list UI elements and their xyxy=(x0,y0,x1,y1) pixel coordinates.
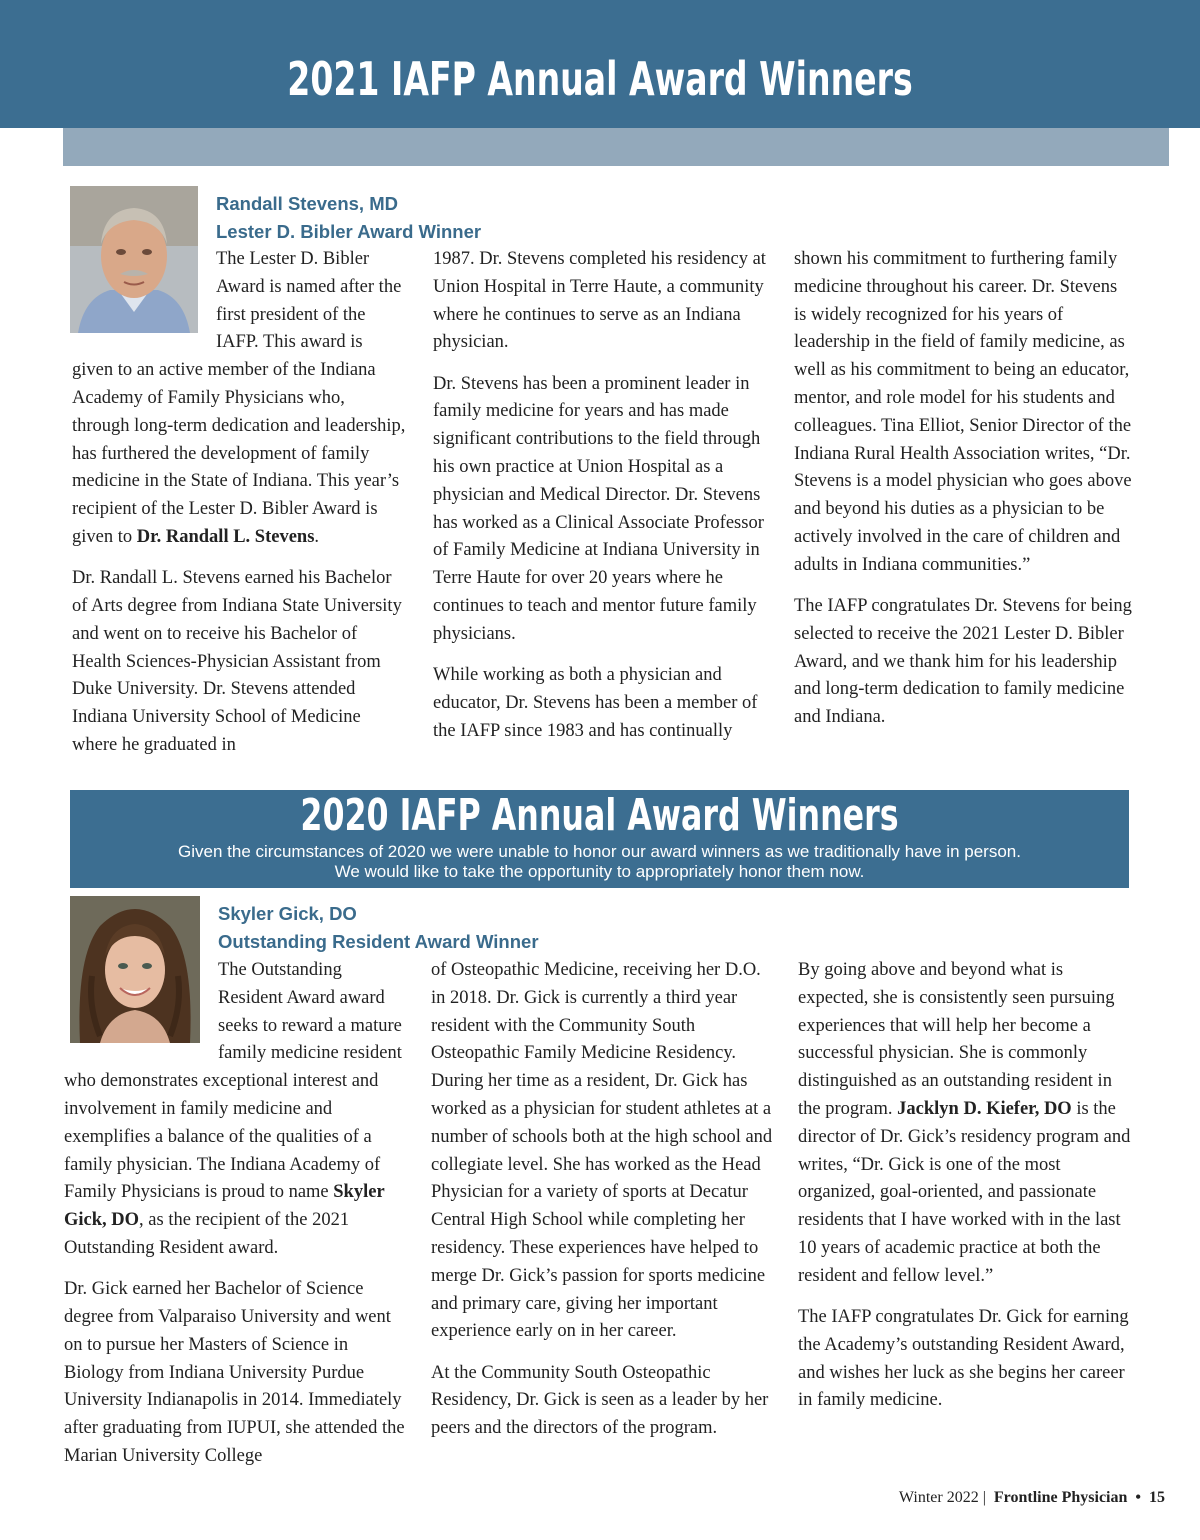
article-column-2 xyxy=(433,246,769,746)
article-paragraph: The IAFP congratulates Dr. Stevens for being selected to receive the 2021 Lester D. Bibler Award, and we thank him for his leadership and long-term dedication to family medicine and Indiana. xyxy=(794,596,1132,728)
award-name: Lester D. Bibler Award Winner xyxy=(216,221,482,242)
header-subband xyxy=(63,128,1169,166)
winner-heading-2020 xyxy=(218,900,539,956)
page-title: 2021 IAFP Annual Award Winners xyxy=(287,52,913,106)
article-paragraph: While working as both a physician and educator, Dr. Stevens has been a member of the IAFP since 1983 and has continually xyxy=(433,665,758,741)
award-name: Outstanding Resident Award Winner xyxy=(218,931,539,952)
winner-name: Randall Stevens, MD xyxy=(216,193,398,214)
article-paragraph: Dr. Stevens has been a prominent leader in family medicine for years and has made significant contributions to the field through his own practice at Union Hospital as a physician and Medical Director. Dr. Stevens has worked as a Clinical Associate Professor of Family Medicine at Indiana University in Terre Haute for over 20 years where he continues to teach and mentor future family physicians. xyxy=(433,373,764,644)
paragraph-text: , as the recipient of the 2021 Outstanding Resident award. xyxy=(64,1210,350,1258)
footer-publication: Frontline Physician xyxy=(993,1489,1128,1506)
article-column-3 xyxy=(794,246,1132,732)
winner-name: Skyler Gick, DO xyxy=(218,903,357,924)
article-paragraph: shown his commitment to furthering family medicine throughout his career. Dr. Stevens is widely recognized for his years of leadership in the field of family medicine, as well as his commitment to being an educator, mentor, and role model for his students and colleagues. Tina Elliot, Senior Director of the Indiana Rural Health Association writes, “Dr. Stevens is a model physician who goes above and beyond his duties as a physician to be actively involved in the care of children and adults in Indiana communities.” xyxy=(794,249,1132,575)
article-paragraph: The IAFP congratulates Dr. Gick for earning the Academy’s outstanding Resident Award, and wishes her luck as she begins her career in family medicine. xyxy=(798,1307,1129,1411)
article-paragraph: At the Community South Osteopathic Residency, Dr. Gick is seen as a leader by her peers and the directors of the program. xyxy=(431,1362,769,1439)
paragraph-text: is the director of Dr. Gick’s residency program and writes, “Dr. Gick is one of the most organized, goal-oriented, and passionate residents that I have worked with in the last 10 years of academic practice at both the resident and fellow level.” xyxy=(798,1098,1131,1286)
article-paragraph: Dr. Gick earned her Bachelor of Science degree from Valparaiso University and went on to pursue her Masters of Science in Biology from Indiana University Purdue University Indianapolis in 2014. Immediately after graduating from IUPUI, she attended the Marian University College xyxy=(64,1279,405,1467)
footer-bullet: • xyxy=(1135,1489,1141,1506)
page-footer xyxy=(899,1489,1165,1507)
winner-heading-2021 xyxy=(216,190,481,246)
article-paragraph xyxy=(798,957,1138,1291)
subtitle-line: Given the circumstances of 2020 we were unable to honor our award winners as we traditionally have in person. xyxy=(178,842,1021,861)
paragraph-text: The Lester D. Bibler Award is named after the first president of the IAFP. This award is given to an active member of the Indiana Academy of Family Physicians who, through long-term dedication and leadership, has furthered the development of family medicine in the State of Indiana. This year’s recipient of the Lester D. Bibler Award is given to xyxy=(72,249,406,547)
recipient-name-bold: Dr. Randall L. Stevens xyxy=(136,526,315,547)
director-name-bold: Jacklyn D. Kiefer, DO xyxy=(897,1098,1072,1119)
paragraph-text: By going above and beyond what is expected, she is consistently seen pursuing experiences that will help her become a successful physician. She is commonly distinguished as an outstanding resident in the program. xyxy=(798,960,1115,1119)
footer-separator: | xyxy=(982,1489,986,1506)
article-column-3 xyxy=(798,957,1138,1415)
recipient-name-bold: Skyler Gick, DO xyxy=(64,1182,385,1231)
article-paragraph: of Osteopathic Medicine, receiving her D.O. in 2018. Dr. Gick is currently a third year resident with the Community South Osteopathic Family Medicine Residency. During her time as a resident, Dr. Gick has worked as a physician for student athletes at a number of schools both at the high school and collegiate level. She has worked as the Head Physician for a variety of sports at Decatur Central High School while completing her residency. These experiences have helped to merge Dr. Gick’s passion for sports medicine and primary care, giving her important experience early on in her career. xyxy=(431,960,773,1342)
article-column-1 xyxy=(72,246,406,760)
subtitle-line: We would like to take the opportunity to appropriately honor them now. xyxy=(334,861,865,881)
paragraph-text: The Outstanding Resident Award award seeks to reward a mature family medicine resident who demonstrates exceptional interest and involvement in family medicine and exemplifies a balance of the qualities of a family physician. The Indiana Academy of Family Physicians is proud to name xyxy=(64,960,402,1203)
article-column-1 xyxy=(64,957,406,1471)
article-column-2 xyxy=(431,957,775,1443)
section-2020-subtitle xyxy=(70,842,1129,881)
article-paragraph: 1987. Dr. Stevens completed his residency at Union Hospital in Terre Haute, a community where he continues to serve as an Indiana physician. xyxy=(433,249,766,353)
article-paragraph: Dr. Randall L. Stevens earned his Bachelor of Arts degree from Indiana State University and went on to receive his Bachelor of Health Sciences-Physician Assistant from Duke University. Dr. Stevens attended Indiana University School of Medicine where he graduated in xyxy=(72,568,402,756)
photo-wrap-spacer xyxy=(72,246,216,357)
photo-wrap-spacer xyxy=(64,957,218,1068)
footer-issue: Winter 2022 xyxy=(898,1489,979,1506)
footer-page-number: 15 xyxy=(1149,1489,1165,1506)
section-2020-title: 2020 IAFP Annual Award Winners xyxy=(300,790,899,841)
paragraph-text: . xyxy=(314,526,320,547)
